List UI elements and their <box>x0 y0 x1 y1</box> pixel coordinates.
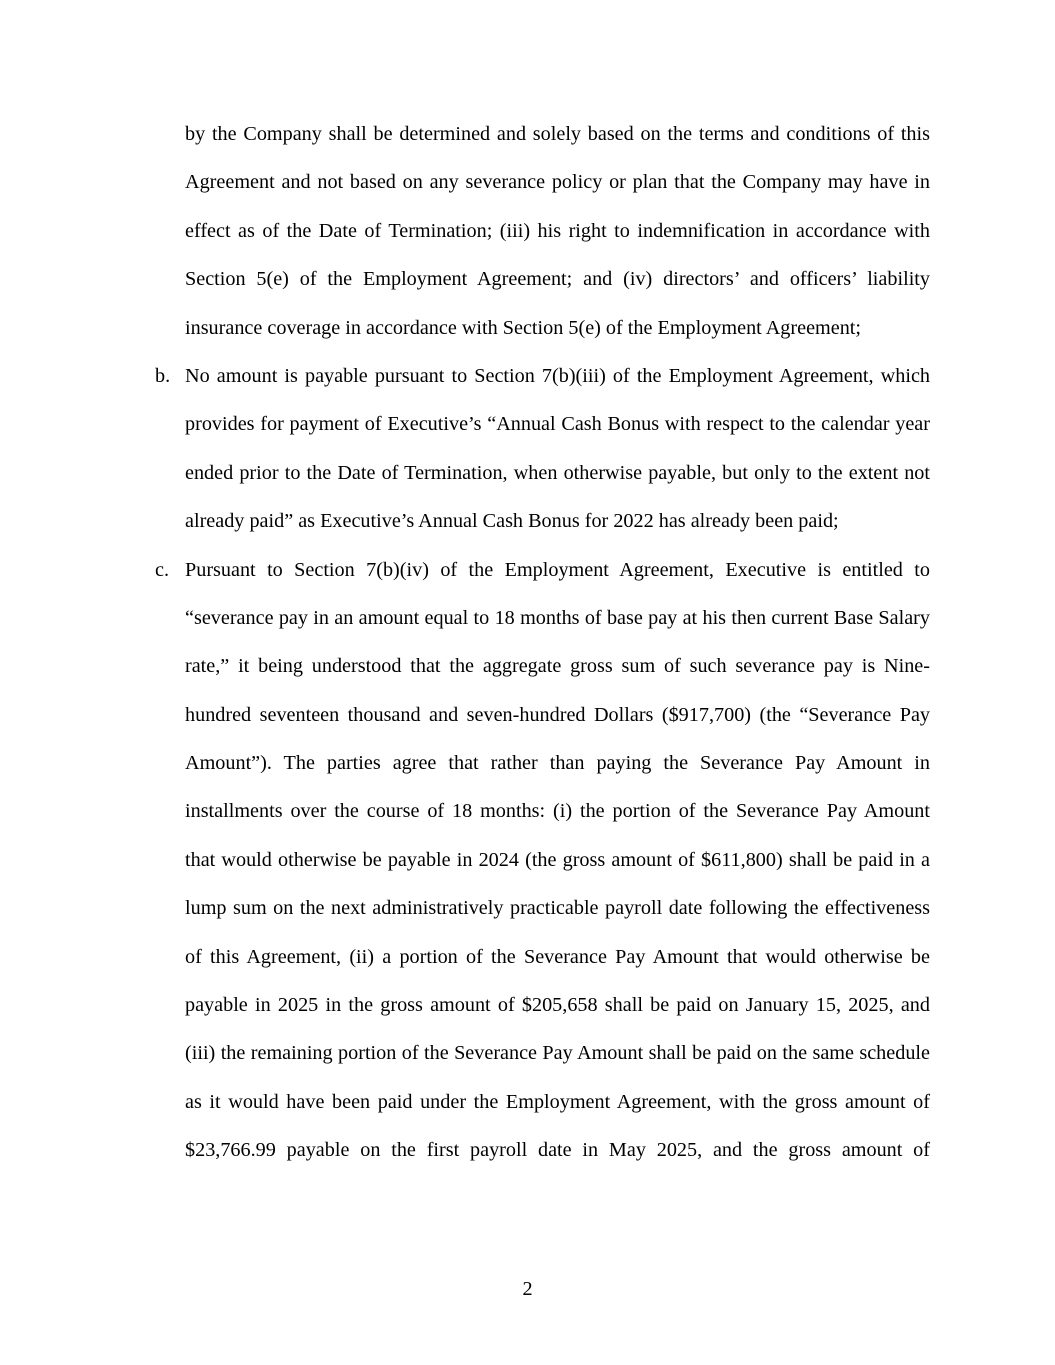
text-line: of this Agreement, (ii) a portion of the Severance Pay Amount that would otherwise be <box>185 945 930 968</box>
text-line: ended prior to the Date of Termination, when otherwise payable, but only to the extent not <box>185 461 930 484</box>
text-line: lump sum on the next administratively practicable payroll date following the effectiveness <box>185 897 930 920</box>
text-line: Section 5(e) of the Employment Agreement; and (iv) directors’ and officers’ liability <box>185 268 930 291</box>
text-line: by the Company shall be determined and solely based on the terms and conditions of this <box>185 123 930 145</box>
text-line: Amount”). The parties agree that rather than paying the Severance Pay Amount in <box>185 752 930 775</box>
text-line: as it would have been paid under the Employment Agreement, with the gross amount of <box>185 1090 930 1113</box>
text-line: rate,” it being understood that the aggregate gross sum of such severance pay is Nine- <box>185 655 930 678</box>
list-item-c <box>155 546 930 1175</box>
text-line: already paid” as Executive’s Annual Cash Bonus for 2022 has already been paid; <box>185 510 839 533</box>
paragraph-continuation <box>185 110 930 352</box>
text-line: installments over the course of 18 months: (i) the portion of the Severance Pay Amount <box>185 800 930 823</box>
text-line: hundred seventeen thousand and seven-hundred Dollars ($917,700) (the “Severance Pay <box>185 703 930 726</box>
text-line: (iii) the remaining portion of the Severance Pay Amount shall be paid on the same schedule <box>185 1042 930 1065</box>
text-line: effect as of the Date of Termination; (iii) his right to indemnification in accordance with <box>185 219 930 242</box>
text-line: Pursuant to Section 7(b)(iv) of the Employment Agreement, Executive is entitled to <box>185 558 930 581</box>
list-item-b <box>155 352 930 546</box>
text-line: payable in 2025 in the gross amount of $205,658 shall be paid on January 15, 2025, and <box>185 994 930 1017</box>
list-marker: b. <box>155 364 171 387</box>
page-number: 2 <box>522 1278 533 1300</box>
text-line: provides for payment of Executive’s “Annual Cash Bonus with respect to the calendar year <box>185 413 930 436</box>
list-marker: c. <box>155 558 170 581</box>
text-line: that would otherwise be payable in 2024 (the gross amount of $611,800) shall be paid in a <box>185 848 930 871</box>
document-body <box>155 110 930 1175</box>
text-line: No amount is payable pursuant to Section 7(b)(iii) of the Employment Agreement, which <box>185 364 930 387</box>
text-line: “severance pay in an amount equal to 18 months of base pay at his then current Base Salary <box>185 606 930 629</box>
text-line: Agreement and not based on any severance policy or plan that the Company may have in <box>185 171 930 194</box>
text-line: insurance coverage in accordance with Section 5(e) of the Employment Agreement; <box>185 316 862 339</box>
text-line: $23,766.99 payable on the first payroll date in May 2025, and the gross amount of <box>185 1139 930 1162</box>
